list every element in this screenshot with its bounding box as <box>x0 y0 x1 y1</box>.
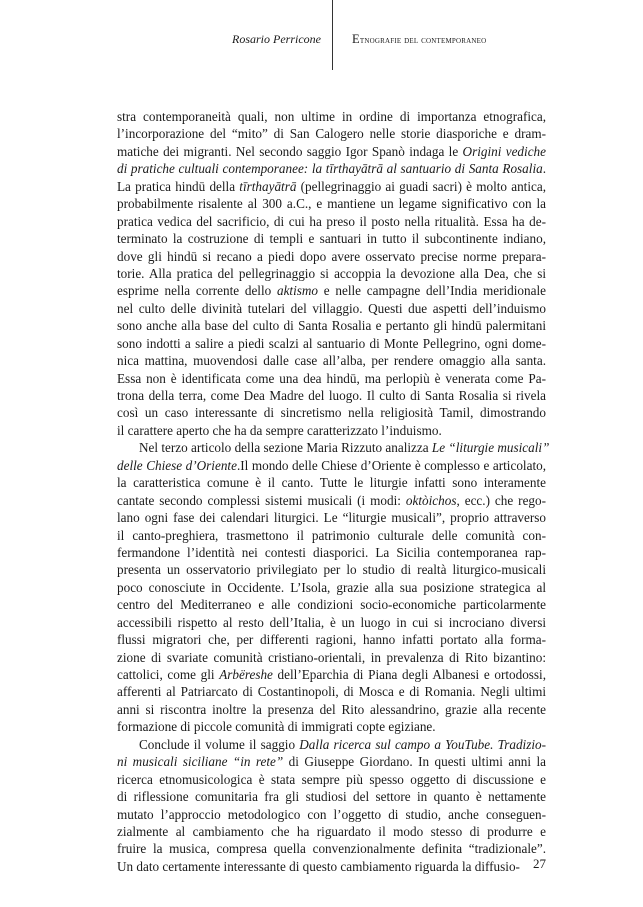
text-line <box>117 649 546 666</box>
text-line <box>117 683 546 700</box>
running-head <box>0 28 643 48</box>
running-head-title <box>352 32 486 47</box>
text-line <box>117 596 546 613</box>
text-line <box>117 143 546 160</box>
text-line <box>117 335 546 352</box>
text-line <box>117 265 546 282</box>
text-run: Un dato certamente interessante di questo cambiamento riguarda la diffusio- <box>117 858 520 874</box>
text-run: poco conosciute in Occidente. L’Isola, grazie alla sua posizione strategica al <box>117 579 546 595</box>
text-line <box>117 509 546 526</box>
text-line <box>117 631 546 648</box>
text-run: sono indotti a salire a piedi scalzi al santuario di Monte Pellegrino, ogni dome- <box>117 335 546 351</box>
text-line <box>117 300 546 317</box>
text-run: flussi migratori che, per differenti ragioni, hanno infatti portato alla forma- <box>117 632 546 648</box>
italic-run: di pratiche cultuali contemporanee: la tīrthayātrā al santuario di Santa Rosalia <box>117 161 543 177</box>
text-line <box>117 248 546 265</box>
text-line <box>117 718 546 735</box>
text-run: di Giuseppe Giordano. In questi ultimi anni la <box>283 754 546 770</box>
text-line <box>117 404 546 421</box>
text-line <box>117 422 546 439</box>
text-line <box>117 579 546 596</box>
text-run: mutato l’approccio metodologico con l’oggetto di studio, anche conseguen- <box>117 806 546 822</box>
text-line <box>117 125 546 142</box>
text-line <box>117 544 546 561</box>
text-run: stra contemporaneità quali, non ultime in ordine di importanza etnografica, <box>117 109 546 124</box>
text-run: formazione di piccole comunità di immigrati copte egiziane. <box>117 719 436 735</box>
text-line <box>117 701 546 718</box>
text-run: nel culto delle divinità tutelari del villaggio. Questi due aspetti dell’induismo <box>117 300 546 316</box>
page-number: 27 <box>533 856 546 871</box>
italic-run: oktòichos <box>405 492 457 508</box>
text-line <box>117 108 546 125</box>
text-line <box>117 823 546 840</box>
text-line <box>117 736 546 753</box>
text-run: anni si riscontra inoltre la presenza del Rito alessandrino, grazie alla recente <box>117 701 546 717</box>
text-run: . <box>542 161 546 177</box>
italic-run: Arbëreshe <box>219 667 273 682</box>
text-run: dove gli hindū si recano a piedi dopo avere osservato precise norme prepara- <box>117 248 546 264</box>
text-run: centro del Mediterraneo e alle condizioni socio-economiche particolarmente <box>117 597 546 613</box>
text-line <box>117 771 546 788</box>
running-head-title-initial: E <box>352 32 360 46</box>
text-run: l’incorporazione del “mito” di San Calogero nelle storie diasporiche e dram- <box>117 126 546 142</box>
text-run: matiche dei migranti. Nel secondo saggio Igor Spanò indaga le <box>117 143 463 159</box>
text-line <box>117 840 546 857</box>
text-run: cantate secondo complessi sistemi musicali (i modi: <box>117 492 406 508</box>
text-run: fermandone l’identità nei contesti diasporici. La Sicilia contemporanea rap- <box>117 544 546 560</box>
text-run: presenta un osservatorio privilegiato per lo studio di realtà liturgico-musicali <box>117 562 546 578</box>
text-run: fruire la musica, compresa quella convenzionalmente definita “tradizionale”. <box>117 841 546 857</box>
italic-run: tīrthayātrā <box>239 178 297 194</box>
text-line <box>117 387 546 404</box>
text-line <box>117 561 546 578</box>
text-line <box>117 439 550 456</box>
text-line <box>117 806 546 823</box>
text-run: cattolici, come gli <box>117 667 220 682</box>
text-run: lano ogni fase dei calendari liturgici. Le “liturgie musicali”, proprio attraverso <box>117 510 546 526</box>
text-run: sono anche alla base del culto di Santa Rosalia e pertanto gli hindū palermitani <box>117 318 546 334</box>
text-run: terminato la costruzione di templi e santuari in tutto il subcontinente indiano, <box>117 231 546 247</box>
text-line <box>117 282 546 299</box>
text-run: dell’Eparchia di Piana degli Albanesi e ortodossi, <box>272 667 547 682</box>
text-line <box>117 753 546 770</box>
running-head-divider <box>332 0 333 70</box>
text-run: ricerca etnomusicologica è stata sempre più spesso oggetto di discussione e <box>117 771 546 787</box>
text-run: .Il mondo delle Chiese d’Oriente è complesso e articolato, <box>236 457 546 473</box>
text-line <box>117 178 546 195</box>
text-run: zione di svariate comunità cristiano-orientali, in prevalenza di Rito bizantino: <box>117 649 546 665</box>
text-run: trona della terra, come Dea Madre del luogo. Il culto di Santa Rosalia si rivela <box>117 388 546 403</box>
text-run: il carattere aperto che ha da sempre caratterizzato l’induismo. <box>117 422 442 438</box>
text-line <box>117 317 546 334</box>
text-run: afferenti al Patriarcato di Costantinopoli, di Mosca e di Romania. Negli ultimi <box>117 684 546 700</box>
text-line <box>117 195 546 212</box>
text-line <box>117 666 546 683</box>
italic-run: aktismo <box>276 283 319 299</box>
text-line <box>117 492 546 509</box>
text-line <box>117 352 546 369</box>
text-run: , ecc.) che rego- <box>456 492 547 508</box>
text-run: il canto-preghiera, trasmettono il patrimonio culturale delle comunità con- <box>117 527 546 543</box>
text-run: Essa non è identificata come una dea hindū, ma perlopiù è venerata come Pa- <box>117 370 546 386</box>
italic-run: delle Chiese d’Oriente <box>117 457 237 473</box>
body-text <box>117 108 550 875</box>
text-line <box>117 370 546 387</box>
text-line <box>117 230 546 247</box>
text-run: nica mattina, muovendosi dalle case all’alba, per rendere omaggio alla santa. <box>117 353 546 369</box>
text-run: zialmente al cambiamento che ha riguardato il modo stesso di produrre e <box>117 823 546 839</box>
text-run: accessibili rispetto al resto dell’Italia, è un luogo in cui si incrociano diversi <box>117 614 546 630</box>
text-line <box>117 788 546 805</box>
text-run: La pratica hindū della <box>117 178 240 194</box>
text-run: e nelle campagne dell’India meridionale <box>318 283 546 299</box>
text-line <box>117 160 546 177</box>
text-line <box>117 213 546 230</box>
text-run: torie. Alla pratica del pellegrinaggio si accoppia la devozione alla Dea, che si <box>117 265 546 281</box>
italic-run: Dalla ricerca sul campo a YouTube. Tradizio- <box>299 736 546 752</box>
text-line <box>117 527 546 544</box>
text-run: di riflessione comunitaria fra gli studiosi del settore in quanto è nettamente <box>117 789 546 805</box>
text-run: Conclude il volume il saggio <box>139 736 300 752</box>
italic-run: Le “liturgie musicali” <box>431 440 550 456</box>
text-line <box>117 614 546 631</box>
text-run: esprime nella corrente dello <box>117 283 277 299</box>
text-run: così un caso interessante di sincretismo nella religiosità Tamil, dimostrando <box>117 405 546 421</box>
text-run: (pellegrinaggio ai guadi sacri) è molto antica, <box>296 178 546 194</box>
text-line <box>117 474 546 491</box>
text-run: pratica vedica del sacrificio, di cui ha preso il posto nella ritualità. Essa ha de- <box>117 213 546 229</box>
text-run: Nel terzo articolo della sezione Maria Rizzuto analizza <box>139 440 432 456</box>
text-run: la caratteristica comune è il canto. Tutte le liturgie infatti sono interamente <box>117 475 546 491</box>
italic-run: Origini vediche <box>462 143 546 159</box>
running-head-title-rest: tnografie del contemporaneo <box>359 35 487 46</box>
italic-run: ni musicali siciliane “in rete” <box>117 754 284 770</box>
text-line <box>117 858 546 875</box>
running-head-author: Rosario Perricone <box>232 32 321 46</box>
text-run: probabilmente risalente al 300 a.C., e mantiene un legame significativo con la <box>117 196 546 212</box>
text-line <box>117 457 546 474</box>
